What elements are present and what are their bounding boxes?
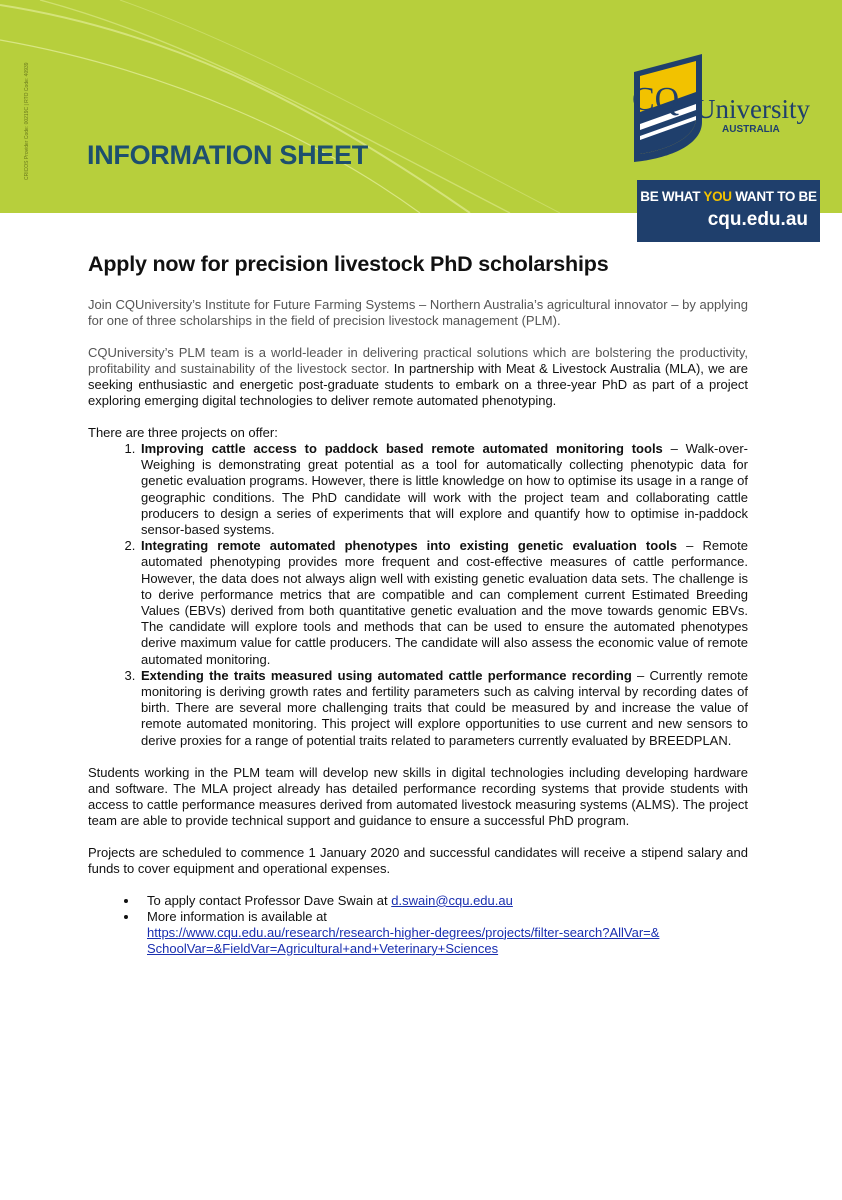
tagline-box: [637, 180, 820, 242]
contact-list: [88, 893, 748, 957]
info-sheet-title: INFORMATION SHEET: [87, 140, 368, 170]
projects-intro: There are three projects on offer:: [88, 425, 278, 440]
logo-australia: AUSTRALIA: [722, 124, 780, 135]
project-item: 2. Integrating remote automated phenotypes into existing genetic evaluation tools – Remote automated phenotyping provides more frequent and cost-effective measures of cattle performance. However, the data does not always align well with existing genetic evaluation data sets. The challenge is to derive performance metrics that are compatible and can complement current Estimated Breeding Values (EBVs) derived from both quantitative genetic evaluation and the move towards genomic EBVs. The candidate will explore tools and methods that can be used to ensure the automated phenotypes derive maximum value for cattle producers. The candidate will also assess the economic value of remote automated monitoring.: [139, 538, 748, 668]
cqu-logo: [632, 52, 822, 164]
list-item: • To apply contact Professor Dave Swain at d.swain@cqu.edu.au: [139, 893, 748, 909]
document-body: [88, 252, 748, 957]
page-title: Apply now for precision livestock PhD scholarships: [88, 252, 609, 276]
project-item: 1. Improving cattle access to paddock based remote automated monitoring tools – Walk-over-Weighing is demonstrating great potential as a tool for automatically collecting phenotypic data for genetic evaluation programs. However, there is little knowledge on how to optimise its usage in a range of geographic conditions. The PhD candidate will work with the project team and collaborating cattle producers to design a series of experiments that will explore and quantify how to optimise in-paddock sensor-based systems.: [139, 441, 748, 538]
schedule-paragraph: Projects are scheduled to commence 1 January 2020 and successful candidates will receive a stipend salary and funds to cover equipment and operational expenses.: [88, 844, 748, 876]
info-url-link[interactable]: https://www.cqu.edu.au/research/research-higher-degrees/projects/filter-search?AllVar=&SchoolVar=&FieldVar=Agricultural+and+Veterinary+Sciences: [147, 924, 660, 956]
skills-paragraph: Students working in the PLM team will develop new skills in digital technologies including developing hardware and software. The MLA project already has detailed performance recording systems that provide students with access to cattle performance measures derived from automated livestock measuring systems (ALMS). The project team are able to provide technical support and guidance to ensure a successful PhD program.: [88, 764, 748, 828]
tagline: BE WHAT YOU WANT TO BE: [640, 189, 817, 204]
cricos-code: CRICOS Provider Code: 00219C | RTO Code: 40939: [24, 62, 30, 180]
logo-university: University: [696, 94, 810, 124]
logo-cq: CQ: [632, 81, 680, 118]
intro-paragraph: Join CQUniversity’s Institute for Future Farming Systems – Northern Australia’s agricultural innovator – by applying for one of three scholarships in the field of precision livestock management (PLM).: [88, 297, 748, 328]
project-item: 3. Extending the traits measured using automated cattle performance recording – Currently remote monitoring is deriving growth rates and fertility parameters such as calving interval by recording dates of birth. There are several more challenging traits that could be measured by and increase the value of remote automated monitoring. This project will explore opportunities to use current and new sensors to derive proxies for a range of potential traits related to parameters currently evaluated by BREEDPLAN.: [139, 668, 748, 749]
team-paragraph: CQUniversity’s PLM team is a world-leader in delivering practical solutions which are bolstering the productivity, profitability and sustainability of the livestock sector. In partnership with Meat & Livestock Australia (MLA), we are seeking enthusiastic and energetic post-graduate students to embark on a three-year PhD as part of a project exploring emerging digital technologies to deliver remote automated phenotyping.: [88, 345, 748, 408]
projects-list: [88, 441, 748, 749]
list-item: • More information is available at https://www.cqu.edu.au/research/research-higher-degrees/projects/filter-search?AllVar=&SchoolVar=&FieldVar=Agricultural+and+Veterinary+Sciences: [139, 909, 748, 957]
tagline-url[interactable]: cqu.edu.au: [707, 209, 808, 230]
email-link[interactable]: d.swain@cqu.edu.au: [391, 892, 513, 908]
